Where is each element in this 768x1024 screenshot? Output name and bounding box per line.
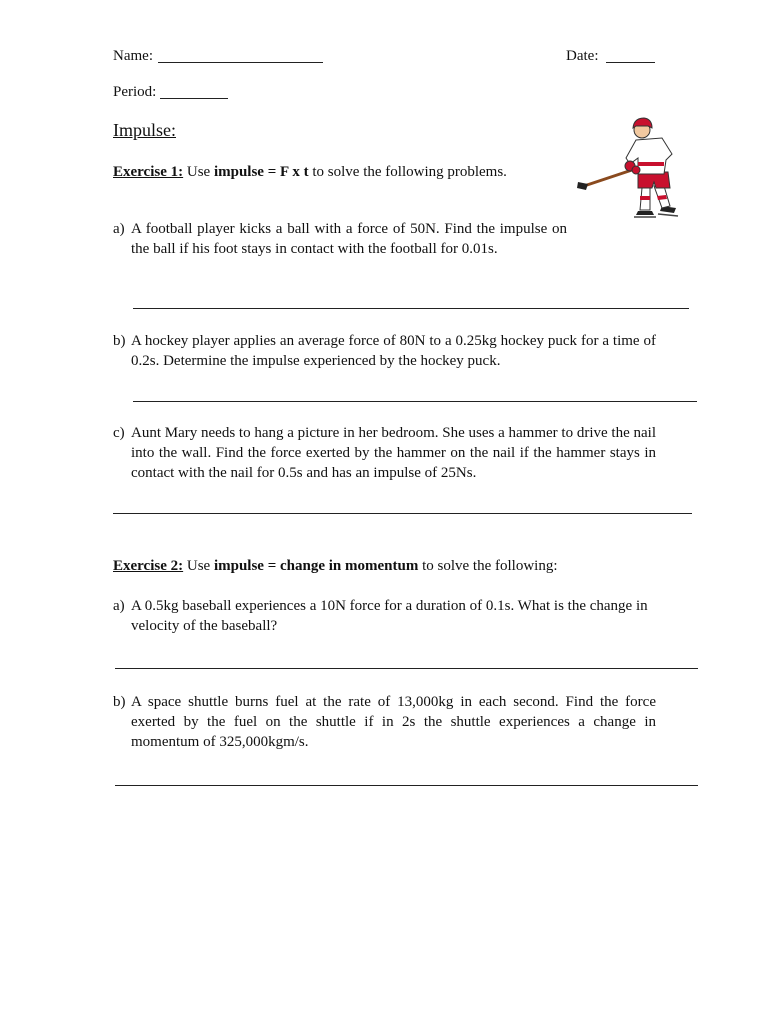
question-letter: a) <box>113 598 125 614</box>
question-letter: c) <box>113 425 125 441</box>
exercise2-label: Exercise 2: <box>113 558 184 574</box>
question-letter: b) <box>113 694 126 710</box>
question-text: A football player kicks a ball with a force of 50N. Find the impulse on the ball if his foot stays in contact with the football for 0.01s. <box>131 221 567 257</box>
period-row <box>113 82 156 102</box>
exercise1-question-a <box>113 219 567 259</box>
question-letter: b) <box>113 333 126 349</box>
question-text: A hockey player applies an average force of 80N to a 0.25kg hockey puck for a time of 0.2s. Determine the impulse experienced by the hockey puck. <box>131 333 656 369</box>
exercise2-formula: impulse = change in momentum <box>213 558 419 574</box>
answer-line[interactable] <box>133 308 689 309</box>
exercise2-pre: Use <box>186 558 211 574</box>
question-text: Aunt Mary needs to hang a picture in her bedroom. She uses a hammer to drive the nail into the wall. Find the force exerted by the hammer on the nail if the hammer stays in contact with the nail for 0.5s and has an impulse of 25Ns. <box>131 425 656 481</box>
exercise1-heading <box>113 162 507 182</box>
name-blank[interactable] <box>158 62 323 63</box>
date-label: Date: <box>566 48 599 64</box>
answer-line[interactable] <box>133 401 697 402</box>
date-blank[interactable] <box>606 62 655 63</box>
page-title: Impulse: <box>113 120 176 140</box>
exercise1-pre: Use <box>186 164 211 180</box>
exercise2-question-b <box>113 692 656 752</box>
exercise1-question-b <box>113 331 656 371</box>
exercise1-post: to solve the following problems. <box>312 164 507 180</box>
question-letter: a) <box>113 221 125 237</box>
name-row <box>113 46 153 66</box>
period-label: Period: <box>113 84 157 100</box>
period-blank[interactable] <box>160 98 228 99</box>
question-text: A space shuttle burns fuel at the rate of 13,000kg in each second. Find the force exerted by the fuel on the shuttle if in 2s the shuttle experiences a change in momentum of 325,000kgm/s. <box>131 694 656 750</box>
hockey-player-icon <box>574 114 686 226</box>
date-row <box>566 46 598 66</box>
name-label: Name: <box>113 48 153 64</box>
question-text: A 0.5kg baseball experiences a 10N force for a duration of 0.1s. What is the change in velocity of the baseball? <box>131 598 648 634</box>
exercise1-question-c <box>113 423 656 483</box>
answer-line[interactable] <box>113 513 692 514</box>
exercise1-formula: impulse = F x t <box>213 164 309 180</box>
answer-line[interactable] <box>115 785 698 786</box>
answer-line[interactable] <box>115 668 698 669</box>
exercise2-heading <box>113 556 558 576</box>
exercise2-question-a <box>113 596 656 636</box>
exercise1-label: Exercise 1: <box>113 164 184 180</box>
exercise2-post: to solve the following: <box>422 558 558 574</box>
